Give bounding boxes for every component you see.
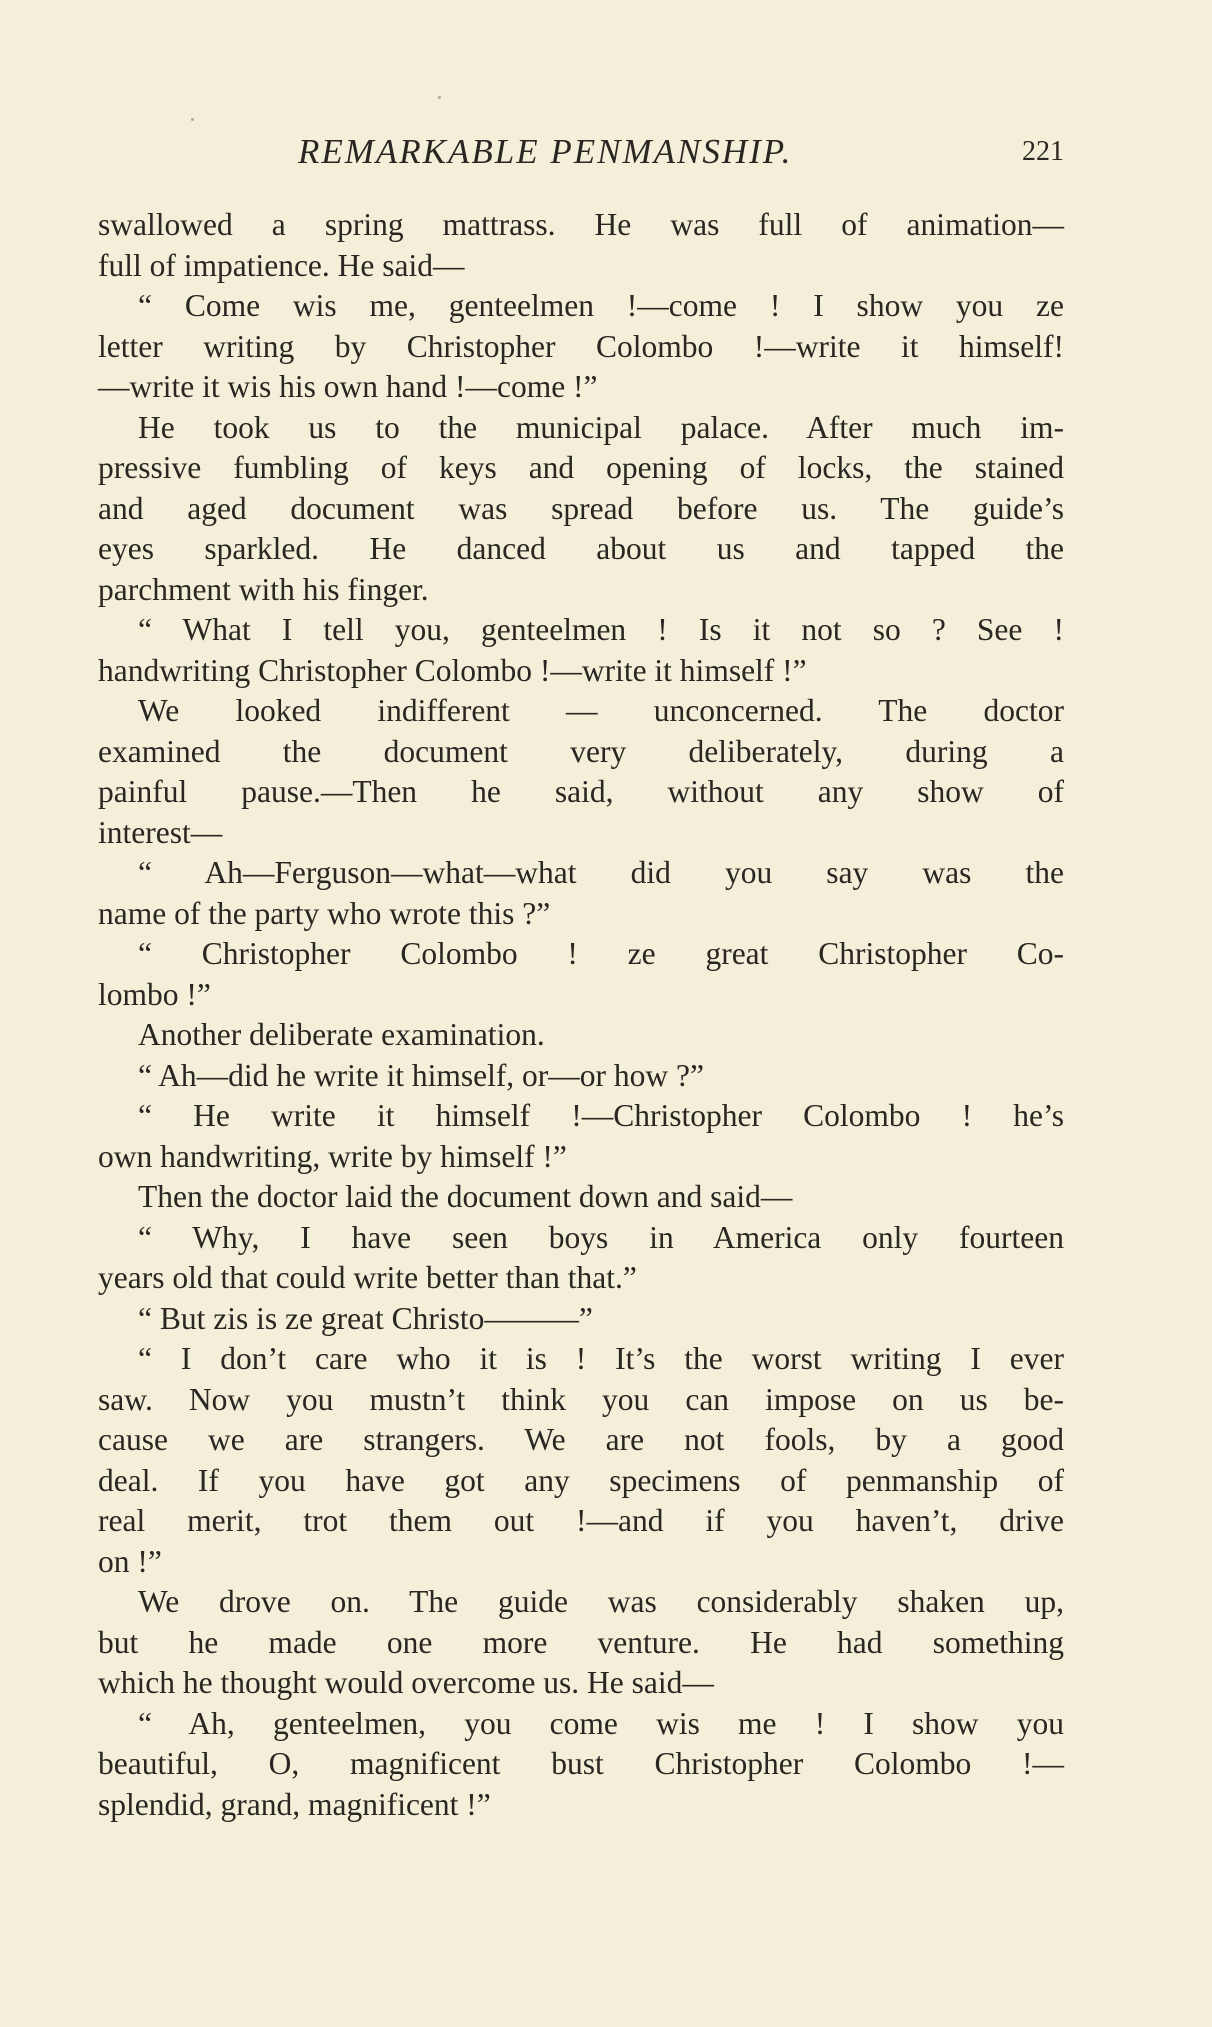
text-line: deal. If you have got any specimens of penmanship of — [98, 1462, 1064, 1498]
text-line: on !” — [98, 1543, 162, 1579]
text-line: cause we are strangers. We are not fools, by a good — [98, 1422, 1064, 1457]
text-line: “ But zis is ze great Christo———” — [138, 1300, 593, 1336]
page-number: 221 — [1022, 136, 1064, 167]
body-text — [98, 205, 1064, 1825]
text-line: real merit, trot them out !—and if you haven’t, drive — [98, 1503, 1064, 1538]
text-line: interest— — [98, 814, 223, 850]
text-line: We looked indifferent — unconcerned. The doctor — [138, 693, 1064, 728]
text-line: swallowed a spring mattrass. He was full of animation— — [98, 207, 1064, 242]
paper-speck — [191, 118, 194, 121]
text-line: and aged document was spread before us. The guide’s — [98, 490, 1064, 526]
text-line: own handwriting, write by himself !” — [98, 1138, 567, 1174]
text-line: full of impatience. He said— — [98, 247, 465, 283]
text-line: name of the party who wrote this ?” — [98, 895, 551, 931]
text-line: “ Come wis me, genteelmen !—come ! I show you ze — [138, 288, 1064, 323]
text-line: “ Ah—did he write it himself, or—or how ?” — [138, 1057, 705, 1093]
running-title: REMARKABLE PENMANSHIP. — [298, 132, 793, 171]
text-line: “ What I tell you, genteelmen ! Is it not so ? See ! — [138, 612, 1064, 647]
text-line: Another deliberate examination. — [138, 1017, 545, 1052]
text-line: beautiful, O, magnificent bust Christopher Colombo !— — [98, 1746, 1064, 1781]
text-line: Then the doctor laid the document down and said— — [138, 1179, 793, 1214]
running-head — [98, 132, 1064, 176]
text-line: We drove on. The guide was considerably shaken up, — [138, 1584, 1064, 1619]
text-line: but he made one more venture. He had something — [98, 1624, 1064, 1660]
text-line: “ I don’t care who it is ! It’s the worst writing I ever — [138, 1341, 1064, 1376]
text-line: examined the document very deliberately, during a — [98, 733, 1064, 769]
text-line: pressive fumbling of keys and opening of locks, the stained — [98, 450, 1064, 485]
text-line: handwriting Christopher Colombo !—write it himself !” — [98, 652, 807, 688]
text-line: letter writing by Christopher Colombo !—write it himself! — [98, 328, 1064, 364]
paper-speck — [438, 96, 441, 99]
text-line: splendid, grand, magnificent !” — [98, 1786, 491, 1822]
text-line: “ Ah—Ferguson—what—what did you say was the — [138, 855, 1064, 890]
text-line: saw. Now you mustn’t think you can impose on us be- — [98, 1381, 1064, 1417]
text-line: painful pause.—Then he said, without any show of — [98, 774, 1064, 809]
text-line: years old that could write better than that.” — [98, 1260, 637, 1295]
text-line: parchment with his finger. — [98, 571, 429, 607]
text-line: “ Ah, genteelmen, you come wis me ! I show you — [138, 1705, 1064, 1741]
text-line: lombo !” — [98, 976, 211, 1012]
text-line: eyes sparkled. He danced about us and tapped the — [98, 531, 1064, 566]
text-line: “ Christopher Colombo ! ze great Christopher Co- — [138, 936, 1064, 971]
text-line: “ He write it himself !—Christopher Colombo ! he’s — [138, 1098, 1064, 1133]
text-line: He took us to the municipal palace. After much im- — [138, 409, 1064, 445]
text-line: which he thought would overcome us. He said— — [98, 1665, 714, 1700]
text-line: “ Why, I have seen boys in America only fourteen — [138, 1219, 1064, 1255]
text-line: —write it wis his own hand !—come !” — [98, 369, 598, 404]
